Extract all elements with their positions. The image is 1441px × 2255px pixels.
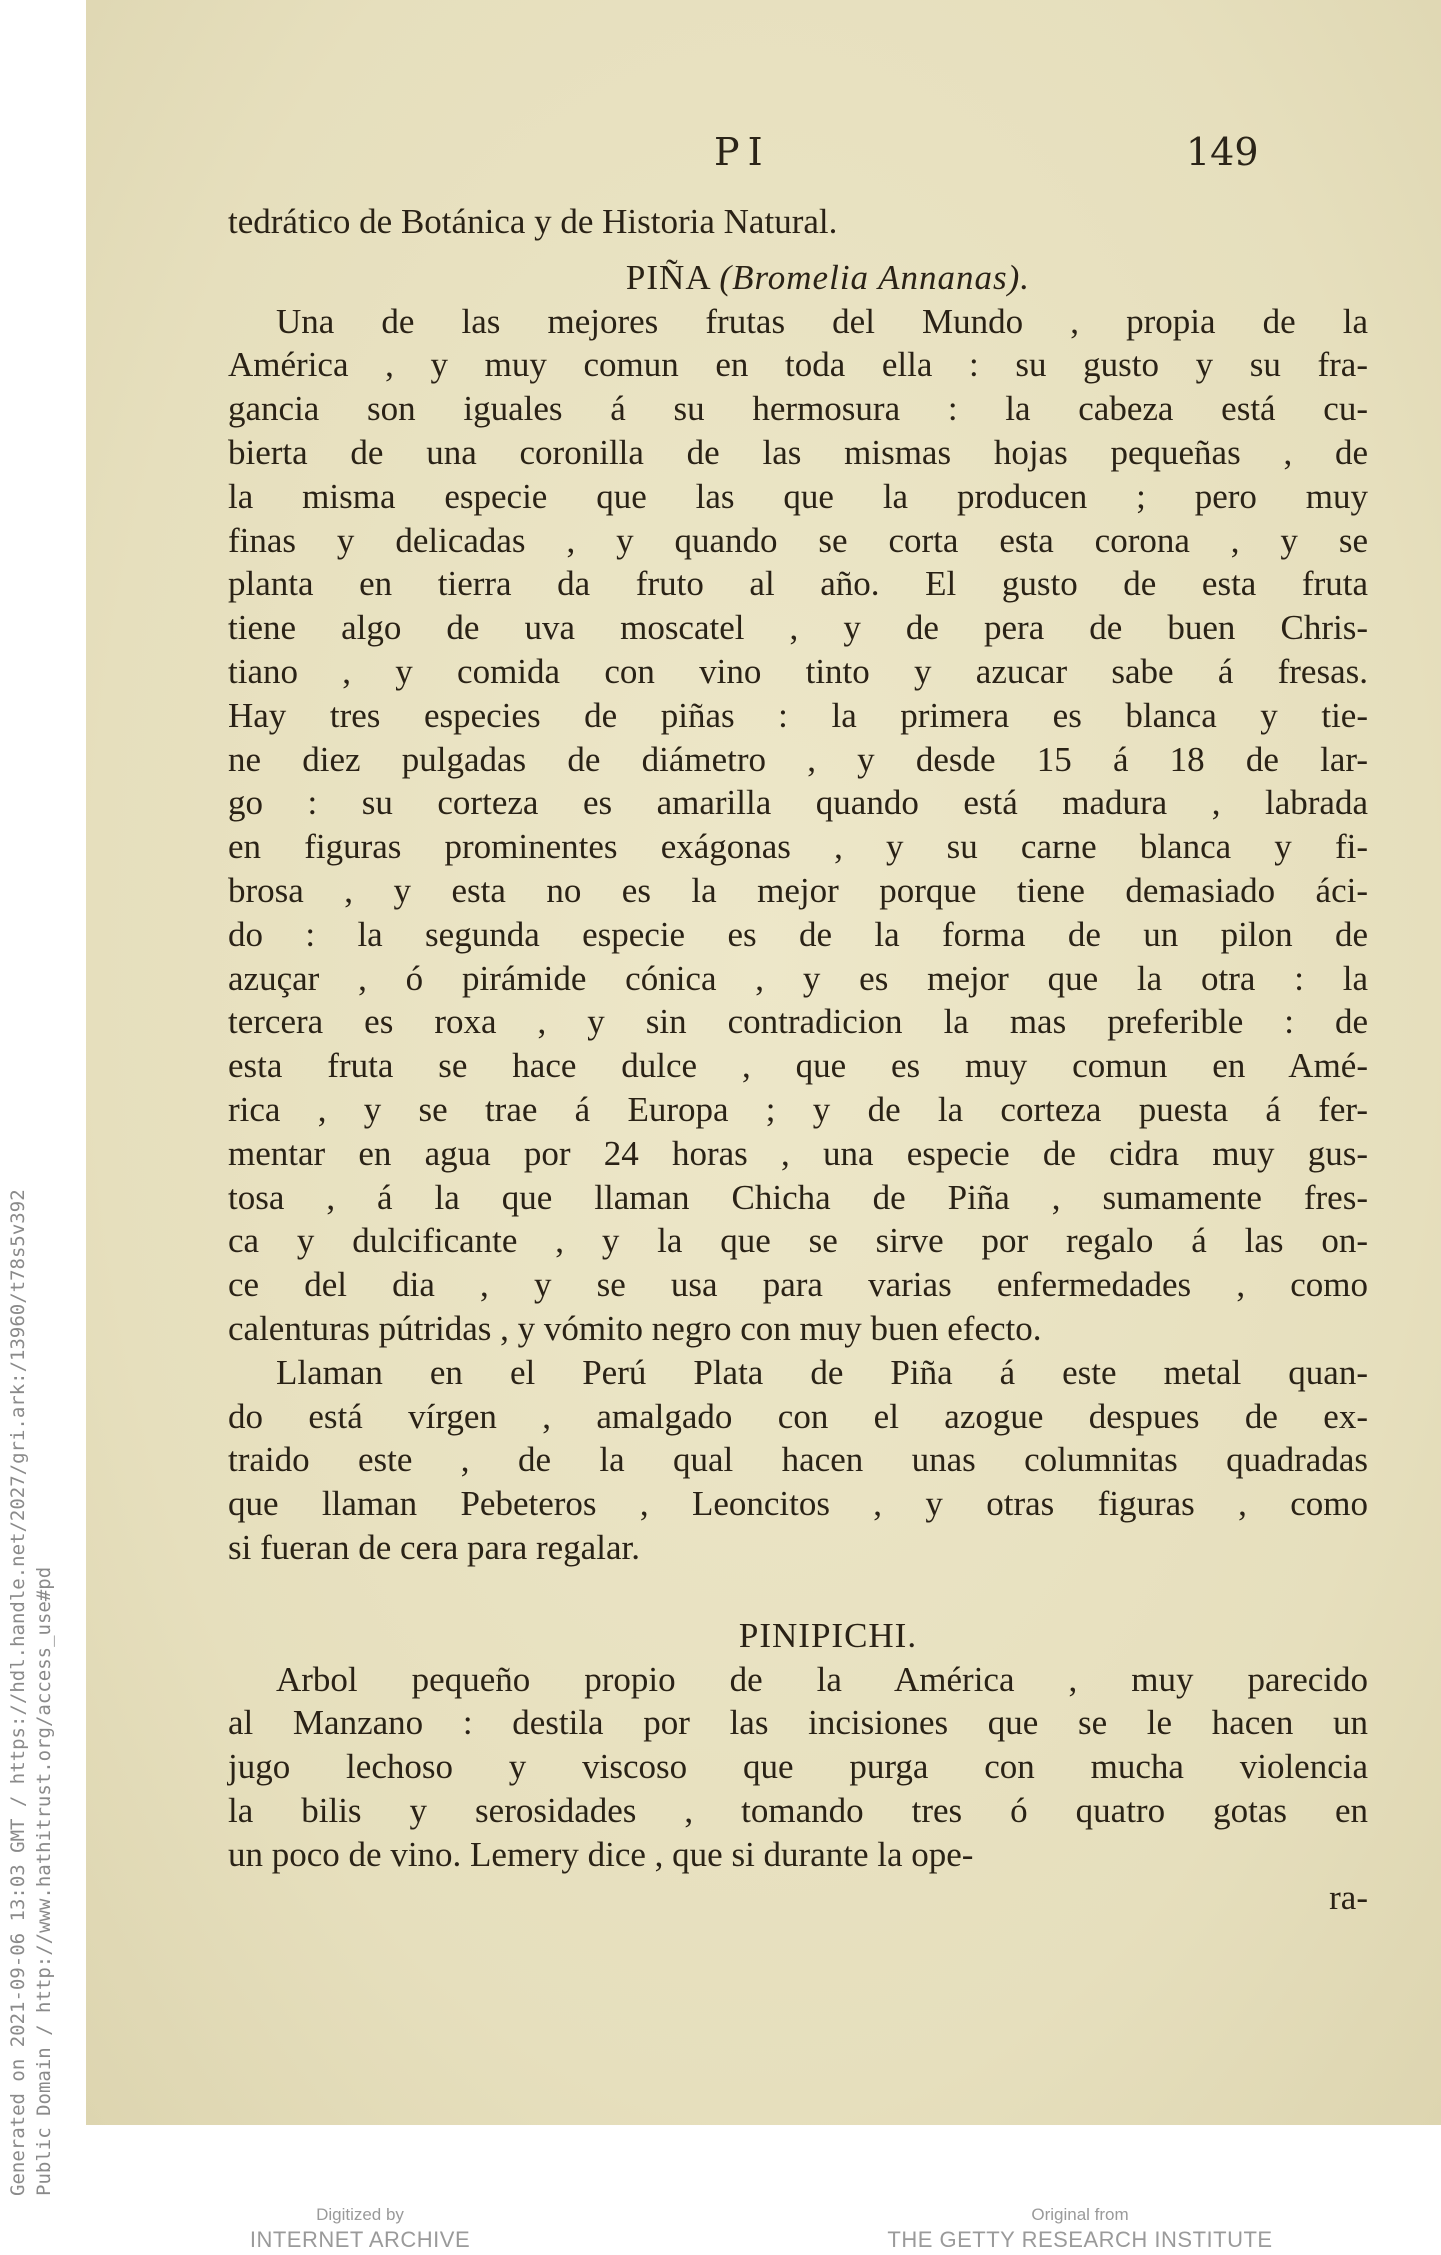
text-line: ca y dulcificante , y la que se sirve por regalo á las on- [228, 1221, 1368, 1261]
generation-stamp: Generated on 2021-09-06 13:03 GMT / https://hdl.handle.net/2027/gri.ark:/13960/t78s5v392 [7, 1189, 29, 2196]
original-from-block [880, 2205, 1280, 2255]
text-line: planta en tierra da fruto al año. El gusto de esta fruta [228, 564, 1368, 604]
running-head [86, 130, 1441, 190]
page-footer [0, 2205, 1441, 2255]
text-line: tiano , y comida con vino tinto y azucar sabe á fresas. [228, 651, 1368, 691]
text-line: bierta de una coronilla de las mismas hojas pequeñas , de [228, 432, 1368, 472]
text-line: Llaman en el Perú Plata de Piña á este metal quan- [276, 1352, 1368, 1392]
text-line: ce del dia , y se usa para varias enfermedades , como [228, 1265, 1368, 1305]
internet-archive-label: INTERNET ARCHIVE [249, 2227, 471, 2252]
text-line: mentar en agua por 24 horas , una especie de cidra muy gus- [228, 1133, 1368, 1173]
text-line: gancia son iguales á su hermosura : la cabeza está cu- [228, 389, 1368, 429]
entry-heading-pina [228, 256, 1368, 300]
getty-label: THE GETTY RESEARCH INSTITUTE [887, 2227, 1273, 2252]
entry-pina-body-2 [228, 1351, 1368, 1570]
text-line: Arbol pequeño propio de la América , muy parecido [276, 1659, 1368, 1699]
heading-latin-name: (Bromelia Annanas). [719, 257, 1031, 297]
text-line: Una de las mejores frutas del Mundo , propia de la [276, 301, 1368, 341]
scanned-page [86, 0, 1441, 2125]
text-line: tosa , á la que llaman Chicha de Piña , sumamente fres- [228, 1177, 1368, 1217]
text-line: en figuras prominentes exágonas , y su carne blanca y fi- [228, 827, 1368, 867]
text-line: do : la segunda especie es de la forma de un pilon de [228, 914, 1368, 954]
page-number: 149 [1186, 130, 1259, 174]
text-line: la misma especie que las que la producen ; pero muy [228, 476, 1368, 516]
text-line: la bilis y serosidades , tomando tres ó quatro gotas en [228, 1790, 1368, 1830]
text-line: tiene algo de uva moscatel , y de pera de buen Chris- [228, 608, 1368, 648]
text-line: tercera es roxa , y sin contradicion la mas preferible : de [228, 1002, 1368, 1042]
text-line: jugo lechoso y viscoso que purga con mucha violencia [228, 1747, 1368, 1787]
text-line: América , y muy comun en toda ella : su gusto y su fra- [228, 345, 1368, 385]
entry-pina-body [228, 300, 1368, 1351]
text-line: al Manzano : destila por las incisiones que se le hacen un [228, 1703, 1368, 1743]
continuation-line: tedrático de Botánica y de Historia Natural. [228, 202, 838, 241]
running-head-title: PI [714, 130, 771, 174]
text-line: traido este , de la qual hacen unas columnitas quadradas [228, 1440, 1368, 1480]
hathitrust-side-stamp [0, 1100, 60, 2220]
text-line: azuçar , ó pirámide cónica , y es mejor que la otra : la [228, 958, 1368, 998]
text-line: rica , y se trae á Europa ; y de la corteza puesta á fer- [228, 1089, 1368, 1129]
text-line: finas y delicadas , y quando se corta esta corona , y se [228, 520, 1368, 560]
original-from-label: Original from [1031, 2205, 1129, 2224]
text-line: do está vírgen , amalgado con el azogue despues de ex- [228, 1396, 1368, 1436]
text-line: go : su corteza es amarilla quando está madura , labrada [228, 783, 1368, 823]
text-line: que llaman Pebeteros , Leoncitos , y otras figuras , como [228, 1484, 1368, 1524]
page-text [228, 200, 1368, 1920]
rights-stamp: Public Domain / http://www.hathitrust.org/access_use#pd [33, 1566, 55, 2196]
text-line: si fueran de cera para regalar. [228, 1527, 640, 1567]
text-line: un poco de vino. Lemery dice , que si durante la ope- [228, 1834, 974, 1874]
text-line: brosa , y esta no es la mejor porque tiene demasiado áci- [228, 870, 1368, 910]
text-line: ne diez pulgadas de diámetro , y desde 15 á 18 de lar- [228, 739, 1368, 779]
entry-pinipichi-body [228, 1658, 1368, 1877]
text-line: calenturas pútridas , y vómito negro con muy buen efecto. [228, 1308, 1042, 1348]
entry-heading-pinipichi: PINIPICHI. [738, 1615, 918, 1655]
catchword: ra- [1329, 1878, 1368, 1918]
digitized-by-label: Digitized by [316, 2205, 404, 2224]
text-line: Hay tres especies de piñas : la primera es blanca y tie- [228, 695, 1368, 735]
text-line: esta fruta se hace dulce , que es muy comun en Amé- [228, 1046, 1368, 1086]
heading-word: PIÑA [625, 257, 710, 297]
digitized-by-block [240, 2205, 480, 2255]
